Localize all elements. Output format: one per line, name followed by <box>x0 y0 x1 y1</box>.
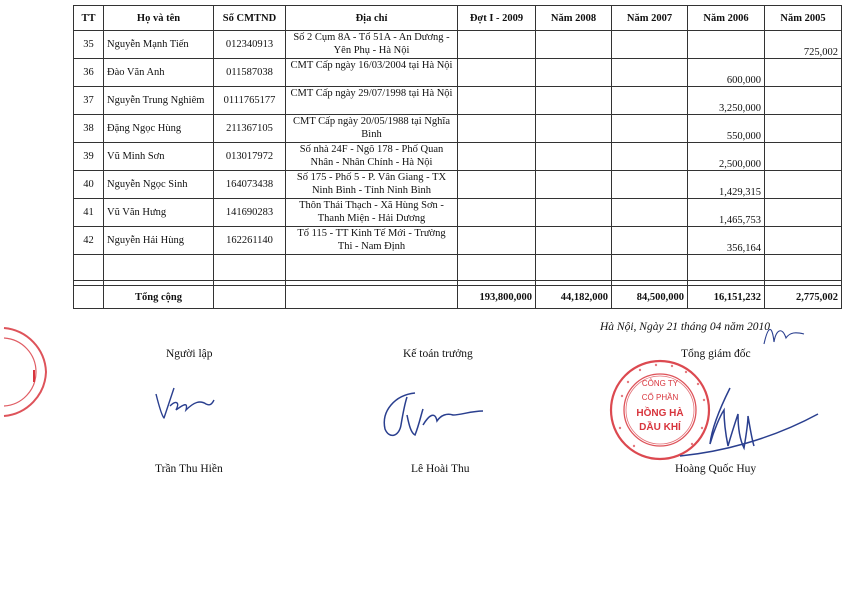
row-name: Nguyễn Mạnh Tiến <box>104 31 214 59</box>
total-row <box>74 286 842 309</box>
total-blank <box>214 286 286 309</box>
row-value-2005: 725,002 <box>765 31 842 59</box>
row-id-number: 211367105 <box>214 115 286 143</box>
row-value-2008 <box>536 171 612 199</box>
total-value-2006: 16,151,232 <box>688 286 765 309</box>
empty-cell <box>104 255 214 281</box>
row-number: 41 <box>74 199 104 227</box>
preparer-signature <box>150 380 220 425</box>
total-value-2009: 193,800,000 <box>458 286 536 309</box>
total-label: Tổng cộng <box>104 286 214 309</box>
row-value-2007 <box>612 87 688 115</box>
row-value-2009 <box>458 31 536 59</box>
empty-cell <box>74 255 104 281</box>
row-id-number: 162261140 <box>214 227 286 255</box>
table-row <box>74 115 842 143</box>
row-value-2009 <box>458 171 536 199</box>
total-value-2007: 84,500,000 <box>612 286 688 309</box>
empty-cell <box>765 255 842 281</box>
row-value-2007 <box>612 227 688 255</box>
total-blank <box>286 286 458 309</box>
row-value-2009 <box>458 87 536 115</box>
chief-accountant-signature <box>375 385 495 445</box>
table-row <box>74 87 842 115</box>
row-value-2007 <box>612 143 688 171</box>
table-row <box>74 59 842 87</box>
row-value-2005 <box>765 115 842 143</box>
header-tt: TT <box>74 6 104 31</box>
row-value-2005 <box>765 143 842 171</box>
table-header-row <box>74 6 842 31</box>
row-value-2009 <box>458 143 536 171</box>
row-value-2006: 550,000 <box>688 115 765 143</box>
row-value-2007 <box>612 115 688 143</box>
stamp-text-line-2: CỔ PHẦN <box>641 393 679 402</box>
header-2006: Năm 2006 <box>688 6 765 31</box>
header-2007: Năm 2007 <box>612 6 688 31</box>
empty-cell <box>536 255 612 281</box>
table-row <box>74 199 842 227</box>
row-address: Thôn Thái Thạch - Xã Hùng Sơn - Thanh Miện - Hải Dương <box>286 199 458 227</box>
row-name: Vũ Văn Hưng <box>104 199 214 227</box>
row-value-2007 <box>612 171 688 199</box>
row-value-2008 <box>536 59 612 87</box>
empty-cell <box>688 255 765 281</box>
total-value-2005: 2,775,002 <box>765 286 842 309</box>
row-value-2007 <box>612 199 688 227</box>
row-value-2008 <box>536 227 612 255</box>
row-value-2008 <box>536 115 612 143</box>
row-id-number: 013017972 <box>214 143 286 171</box>
empty-row <box>74 255 842 281</box>
signer-title-chief-accountant: Kế toán trưởng <box>403 348 473 360</box>
total-blank <box>74 286 104 309</box>
row-value-2007 <box>612 31 688 59</box>
table-row <box>74 143 842 171</box>
header-address: Địa chỉ <box>286 6 458 31</box>
row-value-2005 <box>765 227 842 255</box>
row-value-2005 <box>765 87 842 115</box>
header-name: Họ và tên <box>104 6 214 31</box>
header-2008: Năm 2008 <box>536 6 612 31</box>
row-number: 40 <box>74 171 104 199</box>
row-value-2006: 1,465,753 <box>688 199 765 227</box>
row-value-2009 <box>458 199 536 227</box>
signer-name-director: Hoàng Quốc Huy <box>675 463 757 475</box>
row-address: CMT Cấp ngày 29/07/1998 tại Hà Nội <box>286 87 458 115</box>
table-row <box>74 227 842 255</box>
row-id-number: 164073438 <box>214 171 286 199</box>
row-value-2006: 356,164 <box>688 227 765 255</box>
row-number: 37 <box>74 87 104 115</box>
partial-stamp-left <box>0 320 60 420</box>
shareholder-table <box>73 5 842 309</box>
empty-cell <box>458 255 536 281</box>
row-value-2005 <box>765 59 842 87</box>
row-number: 36 <box>74 59 104 87</box>
initials-mark <box>760 320 810 350</box>
stamp-text-line-4: DẦU KHÍ <box>639 422 681 433</box>
row-value-2008 <box>536 87 612 115</box>
total-value-2008: 44,182,000 <box>536 286 612 309</box>
row-number: 38 <box>74 115 104 143</box>
header-2009: Đợt I - 2009 <box>458 6 536 31</box>
signer-name-chief-accountant: Lê Hoài Thu <box>411 463 470 475</box>
row-value-2009 <box>458 115 536 143</box>
signer-name-preparer: Trần Thu Hiền <box>155 463 223 475</box>
row-number: 39 <box>74 143 104 171</box>
empty-cell <box>286 255 458 281</box>
header-id: Số CMTND <box>214 6 286 31</box>
row-name: Vũ Minh Sơn <box>104 143 214 171</box>
signer-title-preparer: Người lập <box>166 348 213 360</box>
row-address: Số 175 - Phố 5 - P. Vân Giang - TX Ninh Bình - Tỉnh Ninh Bình <box>286 171 458 199</box>
row-value-2006: 2,500,000 <box>688 143 765 171</box>
empty-cell <box>612 255 688 281</box>
row-name: Đào Văn Anh <box>104 59 214 87</box>
stamp-text-line-1: CÔNG TY <box>641 379 679 388</box>
signer-title-director: Tổng giám đốc <box>681 348 751 360</box>
row-id-number: 011587038 <box>214 59 286 87</box>
director-signature <box>640 370 820 460</box>
table-row <box>74 31 842 59</box>
row-value-2005 <box>765 199 842 227</box>
row-address: CMT Cấp ngày 20/05/1988 tại Nghĩa Bình <box>286 115 458 143</box>
row-number: 42 <box>74 227 104 255</box>
row-id-number: 012340913 <box>214 31 286 59</box>
row-value-2009 <box>458 227 536 255</box>
row-name: Nguyễn Ngọc Sinh <box>104 171 214 199</box>
row-id-number: 141690283 <box>214 199 286 227</box>
row-value-2008 <box>536 143 612 171</box>
header-2005: Năm 2005 <box>765 6 842 31</box>
stamp-text-line-3: HỒNG HÀ <box>636 408 684 419</box>
row-name: Nguyễn Hải Hùng <box>104 227 214 255</box>
row-name: Đặng Ngọc Hùng <box>104 115 214 143</box>
row-value-2006: 1,429,315 <box>688 171 765 199</box>
row-address: CMT Cấp ngày 16/03/2004 tại Hà Nội <box>286 59 458 87</box>
empty-cell <box>214 255 286 281</box>
table-row <box>74 171 842 199</box>
row-address: Số nhà 24F - Ngõ 178 - Phố Quan Nhân - Nhân Chính - Hà Nội <box>286 143 458 171</box>
document-date: Hà Nội, Ngày 21 tháng 04 năm 2010 <box>600 321 770 333</box>
row-name: Nguyễn Trung Nghiêm <box>104 87 214 115</box>
row-value-2009 <box>458 59 536 87</box>
row-address: Tổ 115 - TT Kinh Tế Mới - Trường Thi - Nam Định <box>286 227 458 255</box>
row-value-2005 <box>765 171 842 199</box>
row-value-2007 <box>612 59 688 87</box>
row-address: Số 2 Cụm 8A - Tổ 51A - An Dương - Yên Phụ - Hà Nội <box>286 31 458 59</box>
row-value-2006: 3,250,000 <box>688 87 765 115</box>
row-value-2008 <box>536 31 612 59</box>
row-value-2006 <box>688 31 765 59</box>
row-number: 35 <box>74 31 104 59</box>
row-value-2006: 600,000 <box>688 59 765 87</box>
row-id-number: 0111765177 <box>214 87 286 115</box>
row-value-2008 <box>536 199 612 227</box>
